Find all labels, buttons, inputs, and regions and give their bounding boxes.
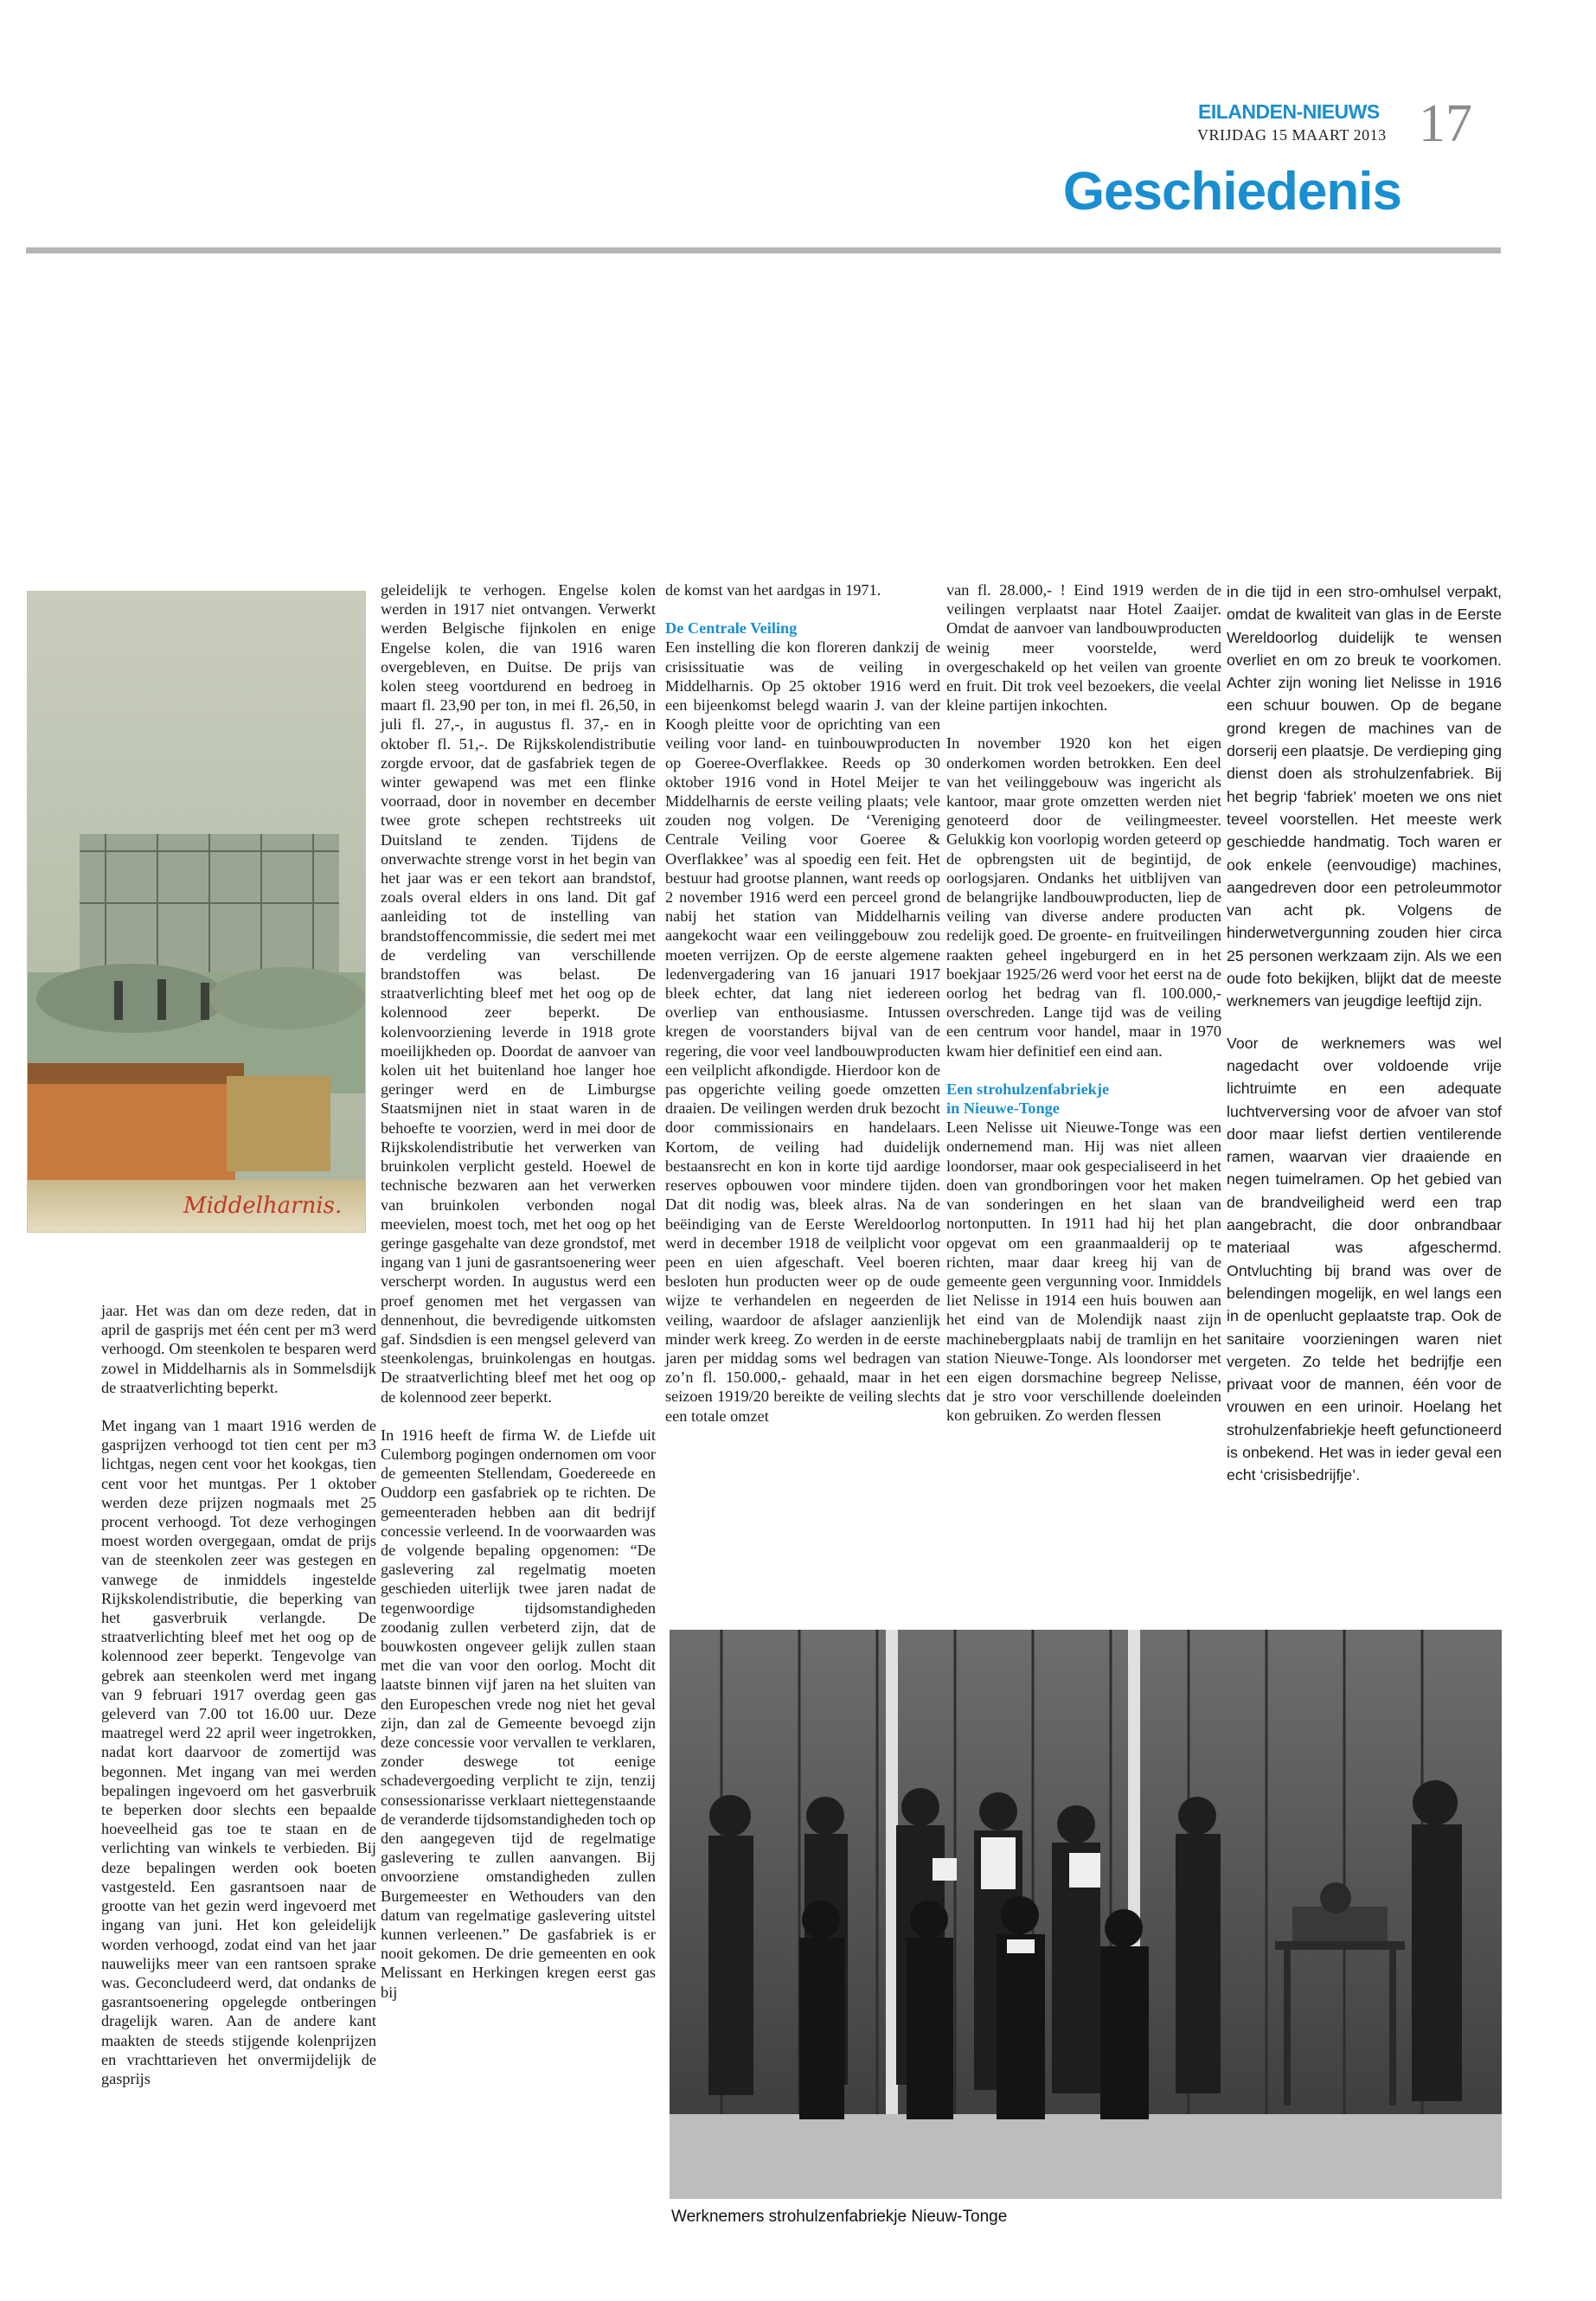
paragraph: de komst van het aardgas in 1971. bbox=[665, 581, 881, 599]
header-rule bbox=[26, 247, 1501, 253]
paragraph: Met ingang van 1 maart 1916 werden de gasprijzen verhoogd tot tien cent per m3 lichtgas, negen cent voor het kookgas, tien cent voor het muntgas. Per 1 oktober werden deze prijzen nogmaals met 25 procent verhoogd. Tot deze verhogingen moest worden overgegaan, omdat de prijs van de steenkolen zeer was gestegen en vanwege de inmiddels ingestelde Rijkskolendistributie, die beperking van het gasverbruik verlangde. De straatverlichting bleef met het oog op de kolennood zeer beperkt. Tengevolge van gebrek aan steenkolen werd met ingang van 9 februari 1917 overdag geen gas geleverd van 7.00 tot 16.00 uur. Deze maatregel werd 22 april weer ingetrokken, nadat kort daarvoor de zomertijd was begonnen. Met ingang van mei werden bepalingen ingevoerd om het gasverbruik te beperken door slechts een bepaalde hoeveelheid gas toe te staan en de verlichting van winkels te verbieden. Bij deze bepalingen werden ook boeten vastgesteld. Een gasrantsoen naar de grootte van het gezin werd ingevoerd met ingang van juni. Het kon geleidelijk worden verhoogd, zodat eind van het jaar nauwelijks meer van een rantsoen sprake was. Geconcludeerd werd, dat ondanks de gasrantsoenering opgelegde ontberingen dragelijk waren. Aan de andere kant maakten de steeds stijgende kolenprijzen en vrachttarieven het onvermijdelijk de gasprijs bbox=[101, 1417, 376, 2087]
article-column-2 bbox=[381, 580, 656, 2021]
paragraph: Voor de werknemers was wel nagedacht over voldoende vrije lichtruimte en een adequate luchtverversing voor de afvoer van stof door maar liefst dertien ventilerende ramen, waarvan vier draaiende en negen tuimelramen. Op het gebied van de brandveiligheid werd een trap aangebracht, die door onbrandbaar materiaal was afgeschermd. Ontvluchting bij brand was over de belendingen mogelijk, en wel langs een in de openlucht geplaatste trap. Ook de sanitaire voorzieningen waren niet vergeten. Zo telde het bedrijfje een privaat voor de mannen, één voor de vrouwen en een urinoir. Hoelang het strohulzenfabriekje heeft gefunctioneerd is onbekend. Het was in ieder geval een echt ‘crisisbedrijfje’. bbox=[1227, 1034, 1502, 1484]
paragraph: Een instelling die kon floreren dankzij de crisissituatie was de veiling in Middelharnis. Op 25 oktober 1916 werd een bijeenkomst belegd waarin J. van der Koogh pleitte voor de oprichting van een veiling voor land- en tuinbouwproducten op Goeree-Overflakkee. Reeds op 30 oktober 1916 vond in Hotel Meijer te Middelharnis de eerste veiling plaats; vele zouden nog volgen. De ‘Vereniging Centrale Veiling voor Goeree & Overflakkee’ was al spoedig een feit. Het bestuur had grootse plannen, want reeds op 2 november 1916 werd een perceel grond nabij het station van Middelharnis aangekocht waar een veilinggebouw zou moeten verrijzen. Op de eerste algemene ledenvergadering van 16 januari 1917 bleek echter, dat lang niet iedereen overliep van enthousiasme. Intussen kregen de voorstanders bijval van de regering, die voor veel landbouwproducten een veilplicht afkondigde. Hierdoor kon de pas opgerichte veiling goede omzetten draaien. De veilingen werden druk bezocht door commissionairs en handelaars. Kortom, de veiling had duidelijk bestaansrecht en kon in korte tijd aardige reserves opbouwen voor mindere tijden. Dat dit nodig was, bleek alras. Na de beëindiging van de Eerste Wereldoorlog werd in december 1918 de veilplicht voor peen en uien afgeschaft. Veel boeren besloten hun producten weer op de oude wijze te verhandelen en negeerden de veiling, waardoor de afslager aanzienlijk minder werk kreeg. Zo werden in de eerste jaren per middag soms wel bedragen van zo’n fl. 150.000,- gehaald, maar in het seizoen 1919/20 bereikte de veiling slechts een totale omzet bbox=[665, 638, 940, 1425]
paragraph: In 1916 heeft de firma W. de Liefde uit Culemborg pogingen ondernomen om voor de gemeenten Stellendam, Goedereede en Ouddorp een gasfabriek op te richten. De gemeenteraden hebben aan dit bedrijf concessie verleend. In de voorwaarden was de volgende bepaling opgenomen: “De gaslevering zal regelmatig moeten geschieden uiterlijk twee jaren nadat de tegenwoordige tijdsomstandigheden zoodanig zullen verbeterd zijn, dat de bouwkosten ongeveer gelijk zullen staan met die van voor den oorlog. Mocht dit laatste binnen vijf jaren na het sluiten van den Europeschen vrede nog niet het geval zijn, dan zal de Gemeente bevoegd zijn deze concessie voor vervallen te verklaren, zonder deswege tot eenige schadevergoeding verplicht te zijn, tenzij consessionarisse verklaart niettegenstaande de veranderde tijdsomstandigheden toch op den aangegeven tijd de regelmatige gaslevering te zullen aanvangen. Bij onvoorziene omstandigheden zullen Burgemeester en Wethouders van den datum van regelmatige gaslevering uitstel kunnen verleenen.” De gasfabriek is er nooit gekomen. De drie gemeenten en ook Melissant en Herkingen kregen eerst gas bij bbox=[381, 1426, 656, 2001]
paragraph: geleidelijk te verhogen. Engelse kolen werden in 1917 niet ontvangen. Verwerkt werden Belgische fijnkolen en enige Engelse kolen, die van 1916 waren overgebleven, en Duitse. De prijs van kolen steeg voortdurend en bedroeg in maart fl. 23,90 per ton, in mei fl. 26,50, in juli fl. 27,-, in augustus fl. 37,- en in oktober fl. 51,-. De Rijkskolendistributie zorgde ervoor, dat de gasfabriek tegen de winter gewapend was met een flinke voorraad, door in november en december twee grote schepen rechtstreeks uit Duitsland te zenden. Tijdens de onverwachte strenge vorst in het begin van het jaar was er een tekort aan brandstof, zoals overal elders in ons land. Dit gaf aanleiding tot de instelling van brandstoffencommissie, die sedert mei met de verdeling van verschillende brandstoffen was belast. De straatverlichting bleef met het oog op de kolennood zeer beperkt. De kolenvoorziening leverde in 1918 grote moeilijkheden op. Doordat de aanvoer van kolen uit het buitenland hoe langer hoe geringer werd en de Limburgse Staatsmijnen niet in staat waren in de behoefte te voorzien, werd in mei door de Rijkskolendistributie het verwerken van bruinkolen verplicht gesteld. Hoewel de technische bezwaren aan het verwerken van bruinkolen verbonden nogal meevielen, moest toch, met het oog op het geringe gasgehalte van deze grondstof, met ingang van 1 juni de gasrantsoenering weer verscherpt worden. In augustus werd een proef genomen met het vergassen van dennenhout, die bevredigende uitkomsten gaf. Sindsdien is een mengsel geleverd van steenkolengas, bruinkolengas en houtgas. De straatverlichting bleef met het oog op de kolennood zeer beperkt. bbox=[381, 581, 656, 1406]
photo-caption: Werknemers strohulzenfabriekje Nieuw-Tonge bbox=[671, 2208, 1008, 2226]
paragraph: jaar. Het was dan om deze reden, dat in april de gasprijs met één cent per m3 werd verhoogd. Om steenkolen te besparen werd zowel in Middelharnis als in Sommelsdijk de straatverlichting beperkt. bbox=[101, 1302, 376, 1396]
postcard-caption: Middelharnis. bbox=[183, 1193, 343, 1219]
article-column-5 bbox=[1227, 580, 1502, 1506]
paragraph: Leen Nelisse uit Nieuwe-Tonge was een ondernemend man. Hij was niet alleen loondorser, maar ook gespecialiseerd in het doen van grondboringen voor het maken van sonderingen en het slaan van nortonputten. In 1911 had hij het plan opgevat om een graanmaalderij op te richten, maar daar kreeg hij van de gemeente geen vergunning voor. Inmiddels liet Nelisse in 1914 een huis bouwen aan het eind van de Molendijk naast zijn machinebergplaats nabij de tramlijn en het station Nieuwe-Tonge. Als loondorser met een eigen dorsmachine begreep Nelisse, dat je stro voor verschillende doeleinden kon gebruiken. Zo werden flessen bbox=[946, 1118, 1221, 1425]
issue-date: VRIJDAG 15 MAART 2013 bbox=[1197, 126, 1387, 144]
section-title: Geschiedenis bbox=[1062, 162, 1401, 221]
workers-photo bbox=[670, 1630, 1502, 2199]
paragraph: in die tijd in een stro-omhulsel verpakt, omdat de kwaliteit van glas in de Eerste Wereldoorlog duidelijk te wensen overliet en om zo breuk te voorkomen. Achter zijn woning liet Nelisse in 1916 een schuur bouwen. Op de begane grond kregen de machines van de dorserij een plaatsje. De verdieping ging dienst doen als strohulzenfabriek. Bij het begrip ‘fabriek’ moeten we ons niet teveel voorstellen. Het meeste werk geschiedde handmatig. Toch waren er ook enkele (eenvoudige) machines, aangedreven door een petroleummotor van acht pk. Volgens de hinderwetvergunning zouden hier circa 25 personen werkzaam zijn. Als we een oude foto bekijken, blijkt dat de meeste werknemers van jeugdige leeftijd zijn. bbox=[1227, 583, 1502, 1010]
paragraph: van fl. 28.000,- ! Eind 1919 werden de veilingen verplaatst naar Hotel Zaaijer. Omdat de aanvoer van landbouwproducten weinig meer voorstelde, werd overgeschakeld op het veilen van groente en fruit. Dit trok veel bezoekers, die veelal kleine partijen inkochten. bbox=[946, 581, 1221, 715]
article-column-4 bbox=[946, 580, 1221, 1445]
page-number: 17 bbox=[1419, 94, 1472, 153]
paragraph: In november 1920 kon het eigen onderkomen worden betrokken. Een deel van het veilinggebouw was ingericht als kantoor, maar grote omzetten werden niet genoteerd door de veilingmeester. Gelukkig kon voorlopig worden geteerd op de opbrengsten uit de begintijd, de oorlogsjaren. Ondanks het uitblijven van de belangrijke landbouwproducten, liep de veiling van diverse andere producten redelijk goed. De groente- en fruitveilingen raakten geheel ingeburgerd en in het boekjaar 1925/26 werd voor het eerst na de oorlog het bedrag van fl. 100.000,- overschreden. Lange tijd was de veiling een centrum voor handel, maar in 1970 kwam hier definitief een eind aan. bbox=[946, 734, 1221, 1060]
postcard-image bbox=[27, 591, 366, 1233]
article-column-3 bbox=[665, 580, 940, 1445]
subheading-centrale-veiling: De Centrale Veiling bbox=[665, 619, 798, 638]
subheading-strohulzenfabriekje-line2: in Nieuwe-Tonge bbox=[946, 1099, 1060, 1118]
article-column-1 bbox=[101, 1301, 376, 2107]
newspaper-logo: EILANDEN-NIEUWS bbox=[1198, 100, 1380, 123]
subheading-strohulzenfabriekje-line1: Een strohulzenfabriekje bbox=[946, 1080, 1110, 1098]
